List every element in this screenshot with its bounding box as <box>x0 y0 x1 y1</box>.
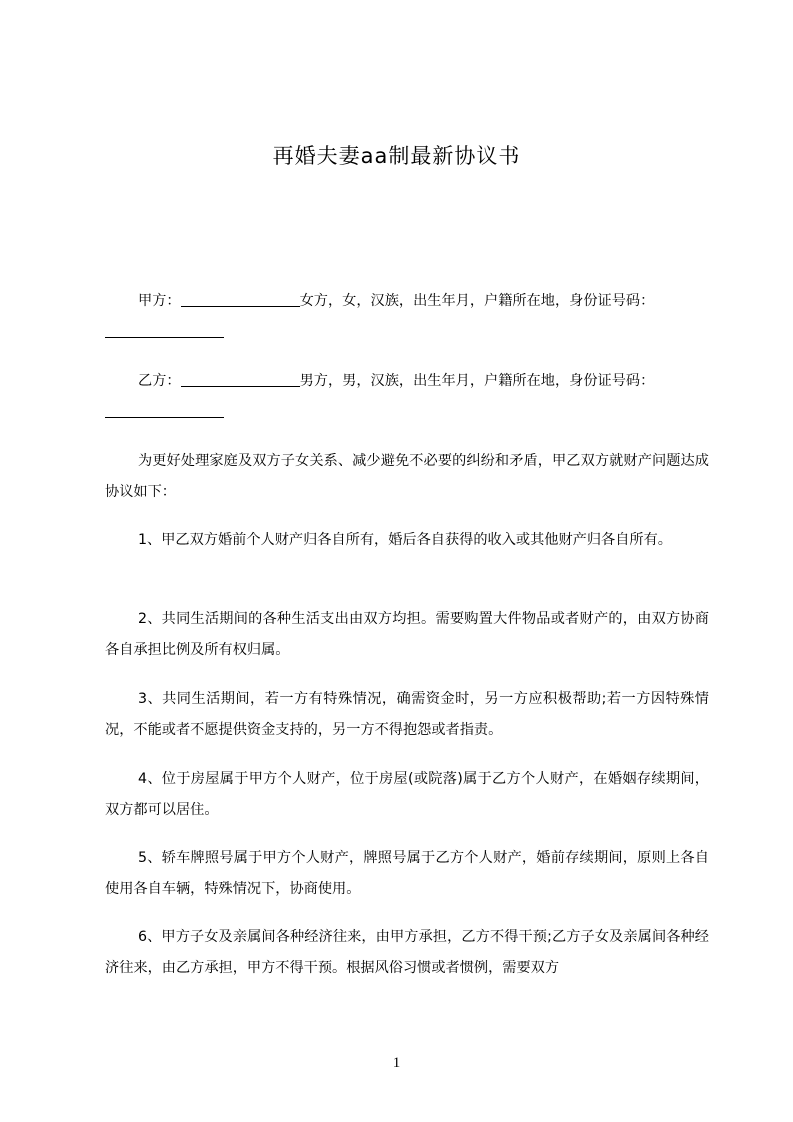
page-number: 1 <box>392 1055 401 1071</box>
clause-5: 5、轿车牌照号属于甲方个人财产，牌照号属于乙方个人财产，婚前存续期间，原则上各自使用各自车辆，特殊情况下，协商使用。 <box>105 850 709 897</box>
party-b-label: 乙方： <box>138 373 181 389</box>
clause-6: 6、甲方子女及亲属间各种经济往来，由甲方承担，乙方不得干预;乙方子女及亲属间各种经济往来，由乙方承担，甲方不得干预。根据风俗习惯或者惯例，需要双方 <box>105 929 709 976</box>
party-b-details: 男方，男，汉族，出生年月，户籍所在地，身份证号码： <box>299 373 655 389</box>
intro-paragraph: 为更好处理家庭及双方子女关系、减少避免不必要的纠纷和矛盾，甲乙双方就财产问题达成协议如下： <box>105 453 709 500</box>
clause-2: 2、共同生活期间的各种生活支出由双方均担。需要购置大件物品或者财产的，由双方协商各自承担比例及所有权归属。 <box>105 611 709 658</box>
party-a-details: 女方，女，汉族，出生年月，户籍所在地，身份证号码： <box>299 293 655 309</box>
party-b-paragraph <box>105 366 709 428</box>
clause-3: 3、共同生活期间，若一方有特殊情况，确需资金时，另一方应积极帮助;若一方因特殊情况，不能或者不愿提供资金支持的，另一方不得抱怨或者指责。 <box>105 691 709 738</box>
party-a-id-blank <box>105 322 224 338</box>
party-a-paragraph <box>105 286 709 348</box>
party-a-name-blank <box>181 291 300 307</box>
party-b-name-blank <box>181 371 300 387</box>
clause-1: 1、甲乙双方婚前个人财产归各自所有，婚后各自获得的收入或其他财产归各自所有。 <box>138 532 672 548</box>
document-title: 再婚夫妻aa制最新协议书 <box>272 144 521 168</box>
party-a-label: 甲方： <box>138 293 181 309</box>
party-b-id-blank <box>105 402 224 418</box>
clause-4: 4、位于房屋属于甲方个人财产，位于房屋(或院落)属于乙方个人财产，在婚姻存续期间，双方都可以居住。 <box>105 771 709 818</box>
